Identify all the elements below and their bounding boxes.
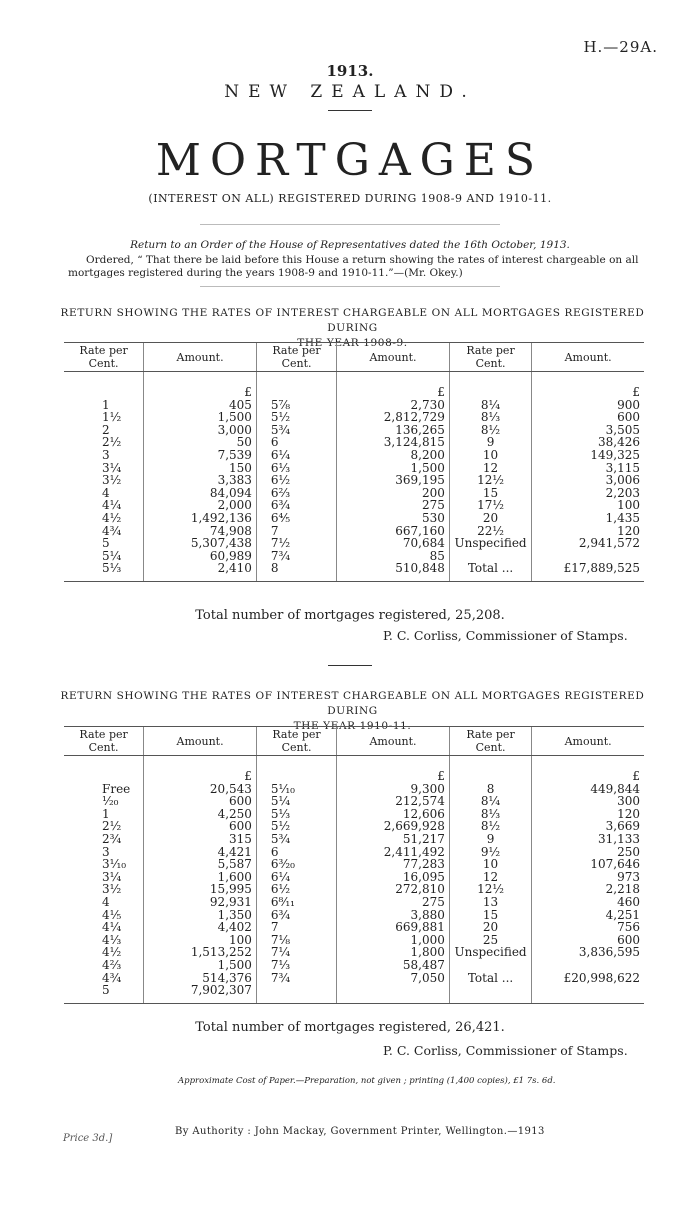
amount-cell: 3,000 (144, 424, 257, 437)
currency-symbol: £ (144, 386, 257, 399)
table-row (64, 424, 644, 437)
rate-cell (256, 984, 336, 1003)
table-row (64, 921, 644, 934)
rate-cell: 8⅓ (449, 808, 531, 821)
amount-cell: 600 (144, 820, 257, 833)
column-header-amount: Amount. (144, 343, 257, 372)
currency-symbol: £ (532, 770, 644, 783)
rate-cell: 1 (102, 806, 110, 821)
rate-cell: 8 (449, 783, 531, 796)
table-row (64, 525, 644, 538)
rate-cell: 5½ (256, 411, 336, 424)
amount-cell: 2,411,492 (337, 846, 450, 859)
amount-cell: 369,195 (337, 474, 450, 487)
amount-cell: 1,600 (144, 871, 257, 884)
rate-cell: 4½ (102, 945, 122, 960)
empty-cell (64, 770, 144, 783)
spacer-cell (449, 372, 531, 387)
divider (328, 110, 372, 111)
column-header-amount: Amount. (532, 343, 644, 372)
column-header-amount: Amount. (337, 727, 450, 756)
rate-cell: 22½ (449, 525, 531, 538)
column-header-rate: Rate per Cent. (449, 343, 531, 372)
spacer-cell (256, 372, 336, 387)
rate-cell: Total ... (449, 562, 531, 581)
rate-cell: 7¾ (256, 550, 336, 563)
rate-cell: 5 (64, 984, 144, 1003)
spacer-cell (532, 372, 644, 387)
spacer-row (64, 756, 644, 771)
amount-cell: 3,115 (532, 462, 644, 475)
spacer-cell (256, 756, 336, 771)
amount-cell: 150 (144, 462, 257, 475)
amount-cell: 275 (337, 896, 450, 909)
rate-cell: Unspecified (449, 946, 531, 959)
amount-cell: 900 (532, 399, 644, 412)
document-title: MORTGAGES (155, 135, 545, 186)
amount-cell: 200 (337, 487, 450, 500)
spacer-cell (64, 756, 144, 771)
rate-cell: 9 (449, 833, 531, 846)
rate-cell: 5⅓ (256, 808, 336, 821)
rate-cell: 6⅓ (256, 462, 336, 475)
rate-cell: 3 (102, 844, 110, 859)
currency-symbol: £ (337, 770, 450, 783)
table2-signature: P. C. Corliss, Commissioner of Stamps. (383, 1043, 628, 1058)
column-header-rate: Rate per Cent. (64, 343, 144, 372)
amount-cell: 756 (532, 921, 644, 934)
amount-cell: 70,684 (337, 537, 450, 550)
rate-cell: Free (102, 781, 131, 796)
rate-cell: 8⅓ (449, 411, 531, 424)
rate-cell: 2 (102, 422, 110, 437)
rate-cell: 7⅛ (256, 934, 336, 947)
rate-cell: 6³⁄₂₀ (256, 858, 336, 871)
table-row (64, 487, 644, 500)
currency-row (64, 386, 644, 399)
currency-symbol: £ (532, 386, 644, 399)
amount-cell: 100 (532, 499, 644, 512)
document-subtitle: (INTEREST ON ALL) REGISTERED DURING 1908-9 AND 1910-11. (148, 192, 552, 205)
rate-cell: 2½ (102, 819, 122, 834)
rate-cell: 25 (449, 934, 531, 947)
rate-cell: 6¾ (256, 499, 336, 512)
rate-cell: 3½ (102, 882, 122, 897)
amount-cell: 315 (144, 833, 257, 846)
amount-cell: 107,646 (532, 858, 644, 871)
amount-cell: 7,050 (337, 972, 450, 985)
amount-cell (532, 984, 644, 1003)
empty-cell (256, 386, 336, 399)
rate-cell: 5 (102, 536, 110, 551)
rate-cell: 20 (449, 921, 531, 934)
amount-cell: 149,325 (532, 449, 644, 462)
table-row (64, 449, 644, 462)
column-header-amount: Amount. (532, 727, 644, 756)
rate-cell: 4⅕ (102, 907, 122, 922)
country-heading: NEW ZEALAND. (224, 82, 476, 102)
amount-cell: 2,730 (337, 399, 450, 412)
empty-cell (449, 770, 531, 783)
table-row (64, 946, 644, 959)
amount-cell: 1,350 (144, 909, 257, 922)
amount-cell: 51,217 (337, 833, 450, 846)
table1-heading-line2: THE YEAR 1908-9. (297, 337, 408, 349)
amount-cell: 12,606 (337, 808, 450, 821)
rate-cell: 10 (449, 449, 531, 462)
amount-cell: 2,000 (144, 499, 257, 512)
amount-cell: 9,300 (337, 783, 450, 796)
amount-cell: 2,941,572 (532, 537, 644, 550)
amount-cell: 1,513,252 (144, 946, 257, 959)
table-row (64, 462, 644, 475)
amount-cell: 3,669 (532, 820, 644, 833)
printer-authority: By Authority : John Mackay, Government Printer, Wellington.—1913 (175, 1126, 545, 1137)
table-row (64, 846, 644, 859)
amount-cell: 212,574 (337, 795, 450, 808)
spacer-cell (337, 756, 450, 771)
rate-cell: 5⅞ (256, 399, 336, 412)
rate-cell: 20 (449, 512, 531, 525)
document-year: 1913. (326, 62, 374, 80)
amount-cell: 600 (532, 934, 644, 947)
divider (200, 286, 500, 287)
paper-reference: H.—29A. (583, 38, 658, 56)
amount-cell: 38,426 (532, 436, 644, 449)
amount-cell: 2,203 (532, 487, 644, 500)
amount-cell: 3,006 (532, 474, 644, 487)
rate-cell: 15 (449, 909, 531, 922)
rate-cell: 3¼ (102, 460, 122, 475)
table-row (64, 474, 644, 487)
column-header-rate: Rate per Cent. (64, 727, 144, 756)
rate-cell: 5¼ (102, 548, 122, 563)
amount-cell: 2,669,928 (337, 820, 450, 833)
table-row (64, 512, 644, 525)
amount-cell: 15,995 (144, 883, 257, 896)
rate-cell: 15 (449, 487, 531, 500)
table-row (64, 562, 644, 581)
rate-cell: 5¼ (256, 795, 336, 808)
table-row (64, 883, 644, 896)
rate-cell: 17½ (449, 499, 531, 512)
table-row (64, 858, 644, 871)
empty-cell (449, 386, 531, 399)
divider (328, 665, 372, 666)
amount-cell: 7,902,307 (144, 984, 257, 1003)
rate-cell: 8 (256, 562, 336, 581)
rate-cell: 13 (449, 896, 531, 909)
rate-cell: 7⅓ (256, 959, 336, 972)
amount-cell: 405 (144, 399, 257, 412)
cost-of-paper-note: Approximate Cost of Paper.—Preparation, not given ; printing (1,400 copies), £1 7s. 6d. (178, 1076, 556, 1086)
rate-cell: 7¼ (256, 946, 336, 959)
amount-cell: 4,402 (144, 921, 257, 934)
column-header-rate: Rate per Cent. (449, 727, 531, 756)
rate-cell: 7¾ (256, 972, 336, 985)
amount-cell: 449,844 (532, 783, 644, 796)
amount-cell: 669,881 (337, 921, 450, 934)
table-row (64, 537, 644, 550)
rate-cell (449, 959, 531, 972)
rate-cell: 1½ (102, 410, 122, 425)
amount-cell: 1,000 (337, 934, 450, 947)
spacer-cell (532, 756, 644, 771)
rate-cell: 6¼ (256, 871, 336, 884)
amount-cell: 3,124,815 (337, 436, 450, 449)
amount-cell: 8,200 (337, 449, 450, 462)
table-row (64, 871, 644, 884)
amount-cell: 58,487 (337, 959, 450, 972)
rate-cell: Total ... (449, 972, 531, 985)
amount-cell: 973 (532, 871, 644, 884)
amount-cell: 4,250 (144, 808, 257, 821)
rate-cell: 3¼ (102, 869, 122, 884)
rate-cell: 6 (256, 846, 336, 859)
rate-cell: ¹⁄₂₀ (102, 794, 119, 809)
rate-cell: 4½ (102, 510, 122, 525)
amount-cell: 3,880 (337, 909, 450, 922)
amount-cell: 510,848 (337, 562, 450, 581)
table1-heading-line1: RETURN SHOWING THE RATES OF INTEREST CHARGEABLE ON ALL MORTGAGES REGISTERED DURING (60, 307, 645, 334)
amount-cell: 3,505 (532, 424, 644, 437)
table-row (64, 399, 644, 412)
amount-cell: 600 (144, 795, 257, 808)
spacer-cell (449, 756, 531, 771)
rate-cell: 6⁸⁄₁₁ (256, 896, 336, 909)
amount-cell: 50 (144, 436, 257, 449)
rate-cell: 2¾ (102, 831, 122, 846)
amount-cell: 275 (337, 499, 450, 512)
currency-symbol: £ (337, 386, 450, 399)
spacer-cell (144, 372, 257, 387)
amount-cell: 4,251 (532, 909, 644, 922)
rate-cell: 12 (449, 871, 531, 884)
amount-cell: 1,800 (337, 946, 450, 959)
amount-cell: £17,889,525 (532, 562, 644, 581)
return-order-line: Return to an Order of the House of Representatives dated the 16th October, 1913. (130, 239, 570, 251)
rate-cell: 7½ (256, 537, 336, 550)
amount-cell: 514,376 (144, 972, 257, 985)
rate-cell: 8½ (449, 820, 531, 833)
rate-cell: 4 (102, 894, 110, 909)
amount-cell: 100 (144, 934, 257, 947)
rate-cell: 12½ (449, 474, 531, 487)
rate-cell: 4¼ (102, 920, 122, 935)
ordered-paragraph: Ordered, “ That there be laid before this House a return showing the rates of interest chargeable on all mortgages registered during the years 1908-9 and 1910-11.”—(Mr. Okey.) (68, 254, 639, 279)
rate-cell: 6½ (256, 883, 336, 896)
amount-cell: 600 (532, 411, 644, 424)
price-note: Price 3d.] (63, 1133, 113, 1144)
table2-body (64, 756, 644, 1004)
rate-cell: 7 (256, 921, 336, 934)
amount-cell: 300 (532, 795, 644, 808)
amount-cell: 136,265 (337, 424, 450, 437)
table1-header-row (64, 343, 644, 372)
amount-cell: 77,283 (337, 858, 450, 871)
table1-1908-9 (64, 342, 644, 582)
amount-cell: 460 (532, 896, 644, 909)
amount-cell: 16,095 (337, 871, 450, 884)
rate-cell (449, 984, 531, 1003)
amount-cell: 2,410 (144, 562, 257, 581)
spacer-cell (64, 372, 144, 387)
rate-cell: 8¼ (449, 399, 531, 412)
amount-cell: 7,539 (144, 449, 257, 462)
rate-cell: 10 (449, 858, 531, 871)
rate-cell: Unspecified (449, 537, 531, 550)
amount-cell: 1,435 (532, 512, 644, 525)
rate-cell: 6 (256, 436, 336, 449)
table1-body (64, 372, 644, 582)
amount-cell: 5,587 (144, 858, 257, 871)
amount-cell: 1,500 (144, 959, 257, 972)
table2-heading-line1: RETURN SHOWING THE RATES OF INTEREST CHARGEABLE ON ALL MORTGAGES REGISTERED DURING (60, 690, 645, 717)
amount-cell: £20,998,622 (532, 972, 644, 985)
rate-cell: 6⅘ (256, 512, 336, 525)
amount-cell: 1,500 (144, 411, 257, 424)
table-row (64, 909, 644, 922)
rate-cell: 3½ (102, 473, 122, 488)
amount-cell (337, 984, 450, 1003)
currency-row (64, 770, 644, 783)
column-header-amount: Amount. (144, 727, 257, 756)
rate-cell: 6½ (256, 474, 336, 487)
rate-cell: 7 (256, 525, 336, 538)
rate-cell: 4⅓ (102, 932, 122, 947)
table-row (64, 795, 644, 808)
rate-cell: 5¾ (256, 833, 336, 846)
rate-cell: 5½ (256, 820, 336, 833)
table2-total-registered: Total number of mortgages registered, 26,421. (195, 1020, 505, 1035)
rate-cell: 6¼ (256, 449, 336, 462)
currency-symbol: £ (144, 770, 257, 783)
table-row (64, 783, 644, 796)
rate-cell: 6¾ (256, 909, 336, 922)
amount-cell: 3,383 (144, 474, 257, 487)
spacer-cell (144, 756, 257, 771)
table-row (64, 959, 644, 972)
table2-heading-line2: THE YEAR 1910-11. (293, 720, 412, 732)
empty-cell (64, 386, 144, 399)
table-row (64, 499, 644, 512)
table-row (64, 984, 644, 1003)
rate-cell: 5¹⁄₁₀ (256, 783, 336, 796)
table1-signature: P. C. Corliss, Commissioner of Stamps. (383, 628, 628, 643)
rate-cell: 8½ (449, 424, 531, 437)
table-row (64, 411, 644, 424)
spacer-cell (337, 372, 450, 387)
rate-cell: 9 (449, 436, 531, 449)
rate-cell: 4¼ (102, 498, 122, 513)
amount-cell: 667,160 (337, 525, 450, 538)
rate-cell: 3 (102, 447, 110, 462)
rate-cell: 4 (102, 485, 110, 500)
table-row (64, 436, 644, 449)
amount-cell: 272,810 (337, 883, 450, 896)
amount-cell: 120 (532, 525, 644, 538)
amount-cell: 250 (532, 846, 644, 859)
amount-cell: 1,492,136 (144, 512, 257, 525)
divider (200, 224, 500, 225)
amount-cell: 84,094 (144, 487, 257, 500)
spacer-row (64, 372, 644, 387)
amount-cell: 1,500 (337, 462, 450, 475)
table2-1910-11 (64, 726, 644, 1004)
amount-cell: 31,133 (532, 833, 644, 846)
amount-cell: 74,908 (144, 525, 257, 538)
rate-cell: 12 (449, 462, 531, 475)
rate-cell: 9½ (449, 846, 531, 859)
amount-cell: 530 (337, 512, 450, 525)
rate-cell: 5¾ (256, 424, 336, 437)
table-row (64, 550, 644, 563)
table-row (64, 934, 644, 947)
amount-cell: 85 (337, 550, 450, 563)
column-header-rate: Rate per Cent. (256, 727, 336, 756)
table-row (64, 820, 644, 833)
table1-total-registered: Total number of mortgages registered, 25,208. (195, 608, 505, 623)
amount-cell (532, 959, 644, 972)
table-row (64, 808, 644, 821)
amount-cell: 3,836,595 (532, 946, 644, 959)
rate-cell: 4⅔ (102, 957, 122, 972)
amount-cell: 5,307,438 (144, 537, 257, 550)
rate-cell: 4¾ (102, 970, 122, 985)
table-row (64, 972, 644, 985)
table-row (64, 896, 644, 909)
rate-cell: 1 (102, 397, 110, 412)
table2-header-row (64, 727, 644, 756)
amount-cell: 120 (532, 808, 644, 821)
rate-cell: 5⅓ (64, 562, 144, 581)
column-header-amount: Amount. (337, 343, 450, 372)
amount-cell: 92,931 (144, 896, 257, 909)
rate-cell: 6⅔ (256, 487, 336, 500)
empty-cell (256, 770, 336, 783)
rate-cell: 2½ (102, 435, 122, 450)
amount-cell: 2,812,729 (337, 411, 450, 424)
rate-cell: 4¾ (102, 523, 122, 538)
column-header-rate: Rate per Cent. (256, 343, 336, 372)
amount-cell: 2,218 (532, 883, 644, 896)
amount-cell: 4,421 (144, 846, 257, 859)
rate-cell: 12½ (449, 883, 531, 896)
amount-cell: 20,543 (144, 783, 257, 796)
rate-cell: 8¼ (449, 795, 531, 808)
rate-cell: 3¹⁄₁₀ (102, 857, 127, 872)
table-row (64, 833, 644, 846)
amount-cell: 60,989 (144, 550, 257, 563)
